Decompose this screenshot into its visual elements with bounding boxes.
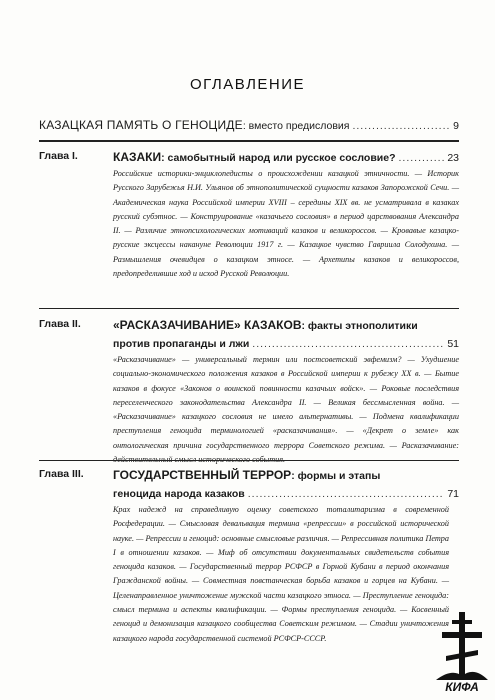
dot-leader [399, 151, 445, 166]
chapter-2[interactable] [39, 318, 459, 467]
divider [39, 140, 459, 142]
chapter-page: 51 [447, 338, 459, 350]
preface-page: 9 [453, 120, 459, 132]
cross-icon [432, 610, 492, 682]
chapter-page: 23 [447, 152, 459, 164]
dot-leader [352, 120, 450, 132]
chapter-summary: Российские историки-энциклопедисты о происхождении казацкой этничности. — Историк Русского Зарубежья Н.И. Ульянов об этнополитической сущности казаков Запорожской Сечи. — Академическая наука Российской империи XVIII – середины XIX вв. не усматривала в казаках русский субэтнос. — Конструирование «казачьего сословия» в период царствования Александра II. — Различие этнопсихологических мотиваций казаков и великороссов. — Кровавые казацко-русские эксцессы накануне Революции 1917 г. — Казацкое чувство Гавриила Солодухина. — Размышления очевидцев о казацком этносе. — Архетипы казаков и великороссов, предопределившие ход и исход Русской Революции. [113, 169, 459, 279]
chapter-summary: Крах надежд на справедливую оценку советского тоталитаризма в современной Росфедерации. — Смысловая девальвация термина «репрессии» в российской исторической науке. — Репрессии и геноцид: основные смысловые различия. — Репрессивная политика Петра I в отношении казаков. — Миф об отсутствии документальных свидетельств события геноцида казаков. — Государственный террор РСФСР в Горной Кубани в период окончания Гражданской войны. — Совместная повстанческая борьба казаков и горцев на Кубани. — Целенаправленное уничтожение мужской части казацкого этноса. — Преступление геноцида: смысл термина и аспекты квалификации. — Формы преступления геноцида. — Косвенный геноцид и демонизация казацкого сообщества Советским режимом. — Стадии уничтожения казацкого народа государственной системой РСФСР-СССР. [113, 505, 449, 643]
chapter-subtitle: : самобытный народ или русское сословие? [161, 152, 396, 164]
chapter-subtitle-line2: против пропаганды и лжи [113, 338, 250, 350]
chapter-title: ГОСУДАРСТВЕННЫЙ ТЕРРОР [113, 468, 292, 482]
chapter-1[interactable] [39, 150, 459, 281]
chapter-title: «РАСКАЗАЧИВАНИЕ» КАЗАКОВ [113, 318, 302, 332]
chapter-label: Глава II. [39, 318, 81, 330]
divider [39, 308, 459, 309]
chapter-subtitle: : формы и этапы [291, 470, 381, 482]
chapter-summary: «Расказачивание» — универсальный термин или постсоветский эвфемизм? — Ухудшение социально-экономического положения казаков в Российской империи к рубежу XX в. — Бытие казаков в фокусе «Законов о воинской повинности казачьих войск». — Роковые последствия переселенческого законодательства Александра II. — Великая бессмысленная война. — «Расказачивание» казацкого сословия не имело альтернативы. — Подмена квалификации преступления геноцида терминологией «расказачивания». — «Декрет о земле» как онтологическая причина государственного террора Советского режима. — Расказачивание: [113, 355, 459, 450]
chapter-page: 71 [447, 488, 459, 500]
page-title: ОГЛАВЛЕНИЕ [189, 76, 306, 93]
logo-text: КИФА [445, 680, 479, 694]
chapter-subtitle-line2: геноцида народа казаков [113, 488, 245, 500]
chapter-subtitle: : факты этнополитики [301, 320, 418, 332]
dot-leader [248, 487, 445, 502]
preface-title: КАЗАЦКАЯ ПАМЯТЬ О ГЕНОЦИДЕ [39, 118, 243, 132]
preface-subtitle: : вместо предисловия [242, 120, 350, 132]
dot-leader [252, 337, 444, 352]
chapter-label: Глава I. [39, 150, 78, 162]
preface-entry[interactable] [39, 118, 459, 132]
publisher-logo [432, 610, 492, 696]
chapter-3[interactable] [39, 468, 459, 646]
chapter-label: Глава III. [39, 468, 84, 480]
chapter-title: КАЗАКИ [113, 150, 162, 164]
divider [39, 460, 459, 461]
